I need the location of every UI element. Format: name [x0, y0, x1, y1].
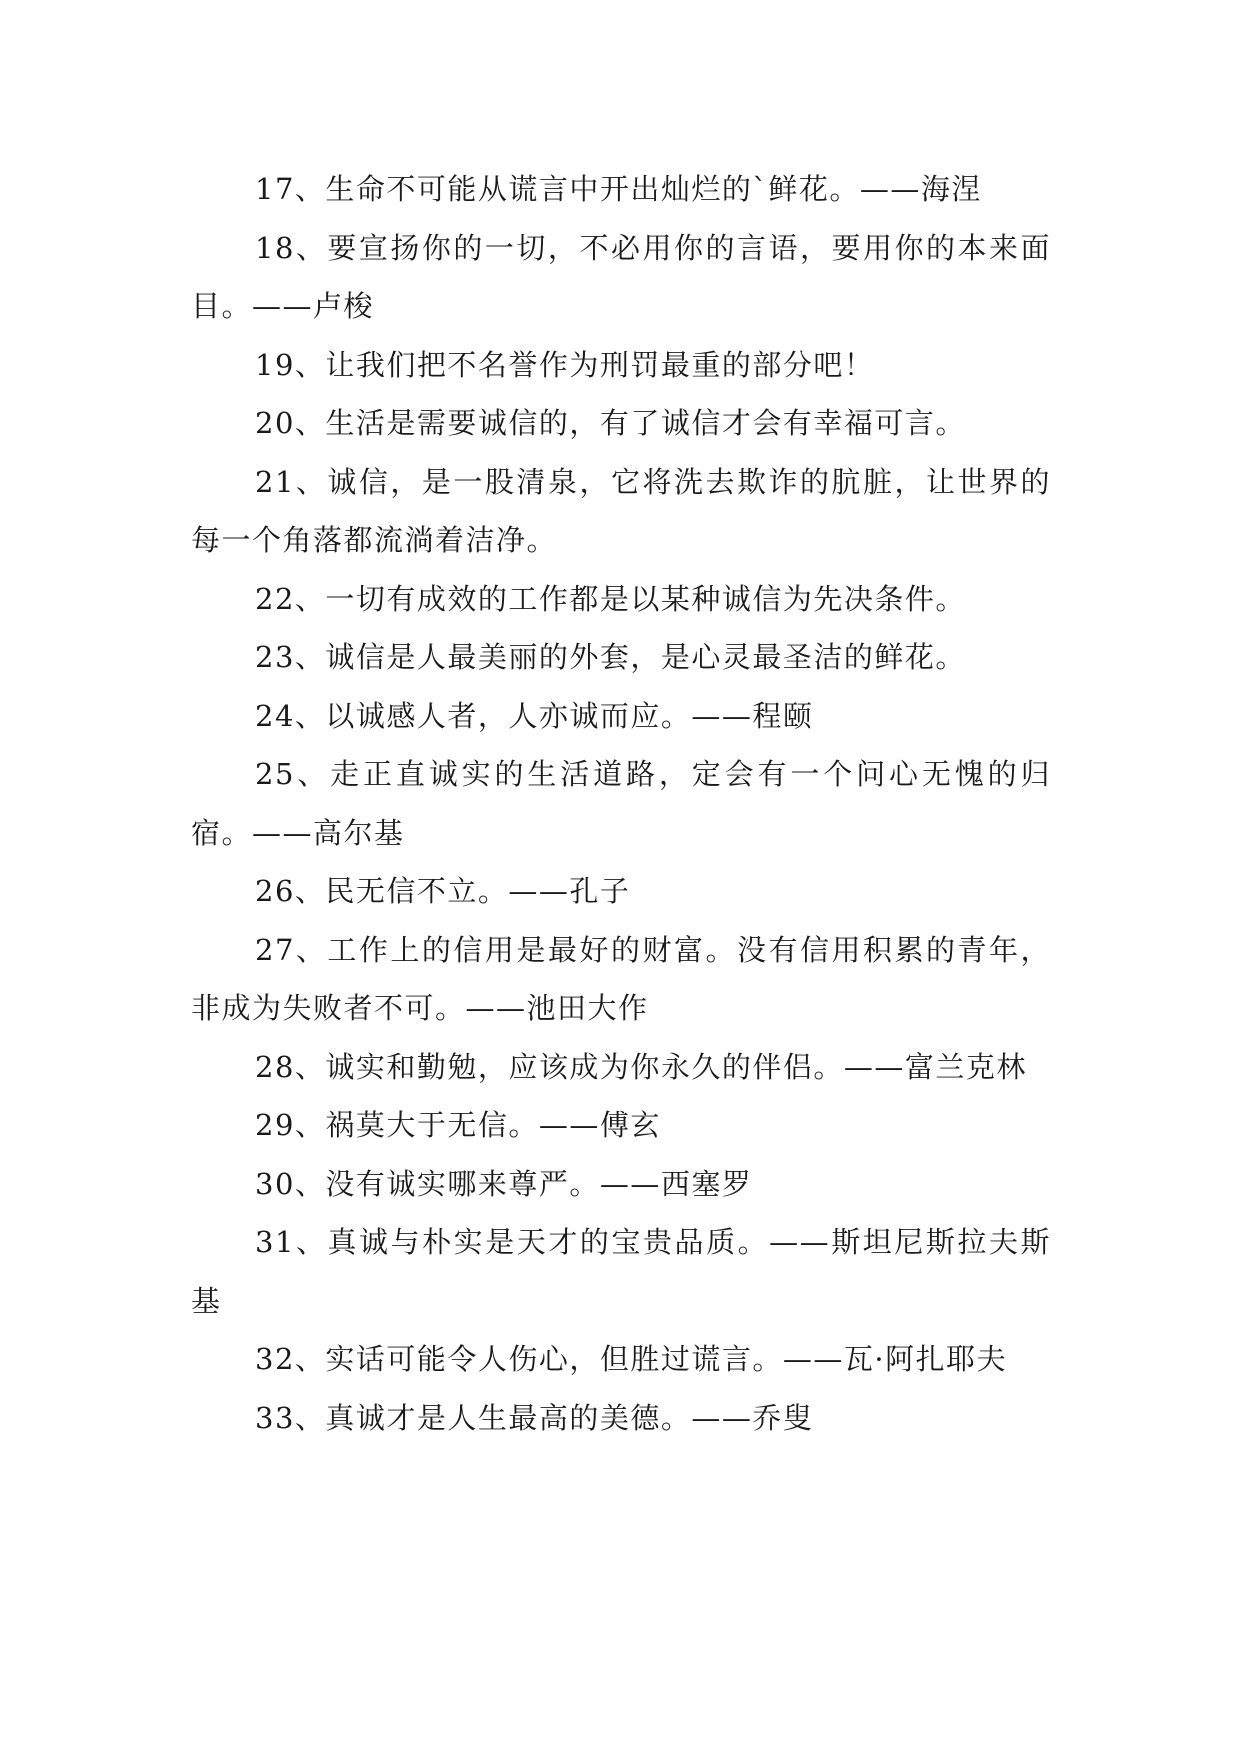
quote-paragraph-18: 18、要宣扬你的一切，不必用你的言语，要用你的本来面目。——卢梭 — [191, 230, 1051, 323]
quote-paragraph-33: 33、真诚才是人生最高的美德。——乔叟 — [255, 1400, 814, 1435]
quote-paragraph-32: 32、实话可能令人伤心，但胜过谎言。——瓦·阿扎耶夫 — [255, 1342, 1008, 1376]
quote-paragraph-17: 17、生命不可能从谎言中开出灿烂的`鲜花。——海涅 — [255, 172, 982, 206]
quote-paragraph-22: 22、一切有成效的工作都是以某种诚信为先决条件。 — [255, 581, 966, 616]
quote-paragraph-26: 26、民无信不立。——孔子 — [255, 874, 631, 908]
quote-paragraph-29: 29、祸莫大于无信。——傅玄 — [255, 1108, 661, 1142]
quote-paragraph-30: 30、没有诚实哪来尊严。——西塞罗 — [255, 1166, 753, 1201]
document-page — [191, 160, 1051, 1447]
quote-paragraph-23: 23、诚信是人最美丽的外套，是心灵最圣洁的鲜花。 — [255, 640, 966, 674]
quote-paragraph-27: 27、工作上的信用是最好的财富。没有信用积累的青年，非成为失败者不可。——池田大作 — [191, 932, 1051, 1025]
quote-paragraph-28: 28、诚实和勤勉，应该成为你永久的伴侣。——富兰克林 — [255, 1049, 1027, 1084]
quote-paragraph-31: 31、真诚与朴实是天才的宝贵品质。——斯坦尼斯拉夫斯基 — [191, 1225, 1051, 1318]
quote-paragraph-24: 24、以诚感人者，人亦诚而应。——程颐 — [255, 698, 814, 733]
quote-paragraph-25: 25、走正直诚实的生活道路，定会有一个问心无愧的归宿。——高尔基 — [191, 757, 1051, 850]
quote-paragraph-19: 19、让我们把不名誉作为刑罚最重的部分吧！ — [255, 347, 875, 382]
quote-paragraph-21: 21、诚信，是一股清泉，它将洗去欺诈的肮脏，让世界的每一个角落都流淌着洁净。 — [191, 464, 1051, 557]
quote-paragraph-20: 20、生活是需要诚信的，有了诚信才会有幸福可言。 — [255, 406, 966, 440]
